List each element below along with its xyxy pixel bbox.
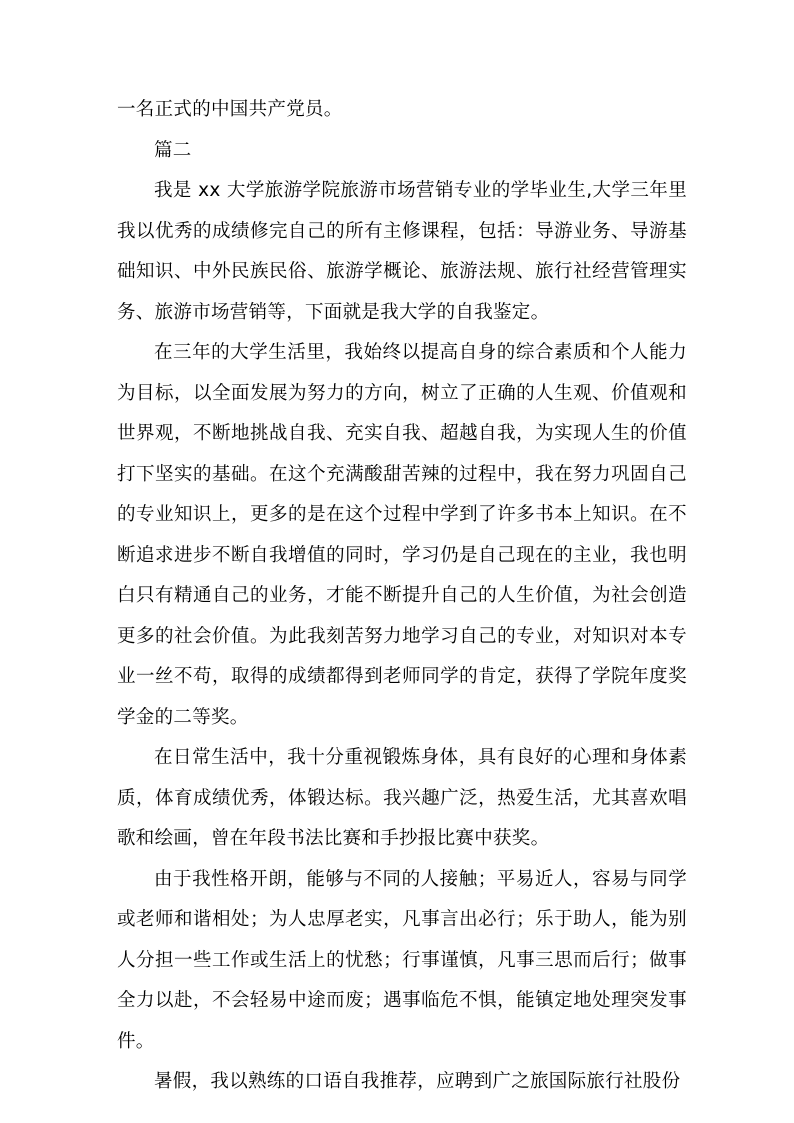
- paragraph-study-life: 在三年的大学生活里，我始终以提高自身的综合素质和个人能力为目标，以全面发展为努力的方向，树立了正确的人生观、价值观和世界观，不断地挑战自我、充实自我、超越自我，为实现人生的价值打下坚实的基础。在这个充满酸甜苦辣的过程中，我在努力巩固自己的专业知识上，更多的是在这个过程中学到了许多书本上知识。在不断追求进步不断自我增值的同时，学习仍是自己现在的主业，我也明白只有精通自己的业务，才能不断提升自己的人生价值，为社会创造更多的社会价值。为此我刻苦努力地学习自己的专业，对知识对本专业一丝不苟，取得的成绩都得到老师同学的肯定，获得了学院年度奖学金的二等奖。: [117, 342, 687, 728]
- paragraph-daily-life: 在日常生活中，我十分重视锻炼身体，具有良好的心理和身体素质，体育成绩优秀，体锻达标。我兴趣广泛，热爱生活，尤其喜欢唱歌和绘画，曾在年段书法比赛和手抄报比赛中获奖。: [117, 747, 687, 849]
- paragraph-summer-job: 暑假，我以熟练的口语自我推荐，应聘到广之旅国际旅行社股份: [154, 1071, 681, 1092]
- document-body: [117, 90, 687, 1103]
- section-heading: 篇二: [154, 139, 192, 161]
- paragraph-intro: 我是 xx 大学旅游学院旅游市场营销专业的学毕业生,大学三年里我以优秀的成绩修完自己的所有主修课程，包括：导游业务、导游基础知识、中外民族民俗、旅游学概论、旅游法规、旅行社经营管理实务、旅游市场营销等，下面就是我大学的自我鉴定。: [117, 180, 687, 323]
- paragraph-closing-line: 一名正式的中国共产党员。: [117, 99, 343, 120]
- paragraph-personality: 由于我性格开朗，能够与不同的人接触；平易近人，容易与同学或老师和谐相处；为人忠厚老实，凡事言出必行；乐于助人，能为别人分担一些工作或生活上的忧愁；行事谨慎，凡事三思而后行；做事全力以赴，不会轻易中途而废；遇事临危不惧，能镇定地处理突发事件。: [117, 868, 687, 1052]
